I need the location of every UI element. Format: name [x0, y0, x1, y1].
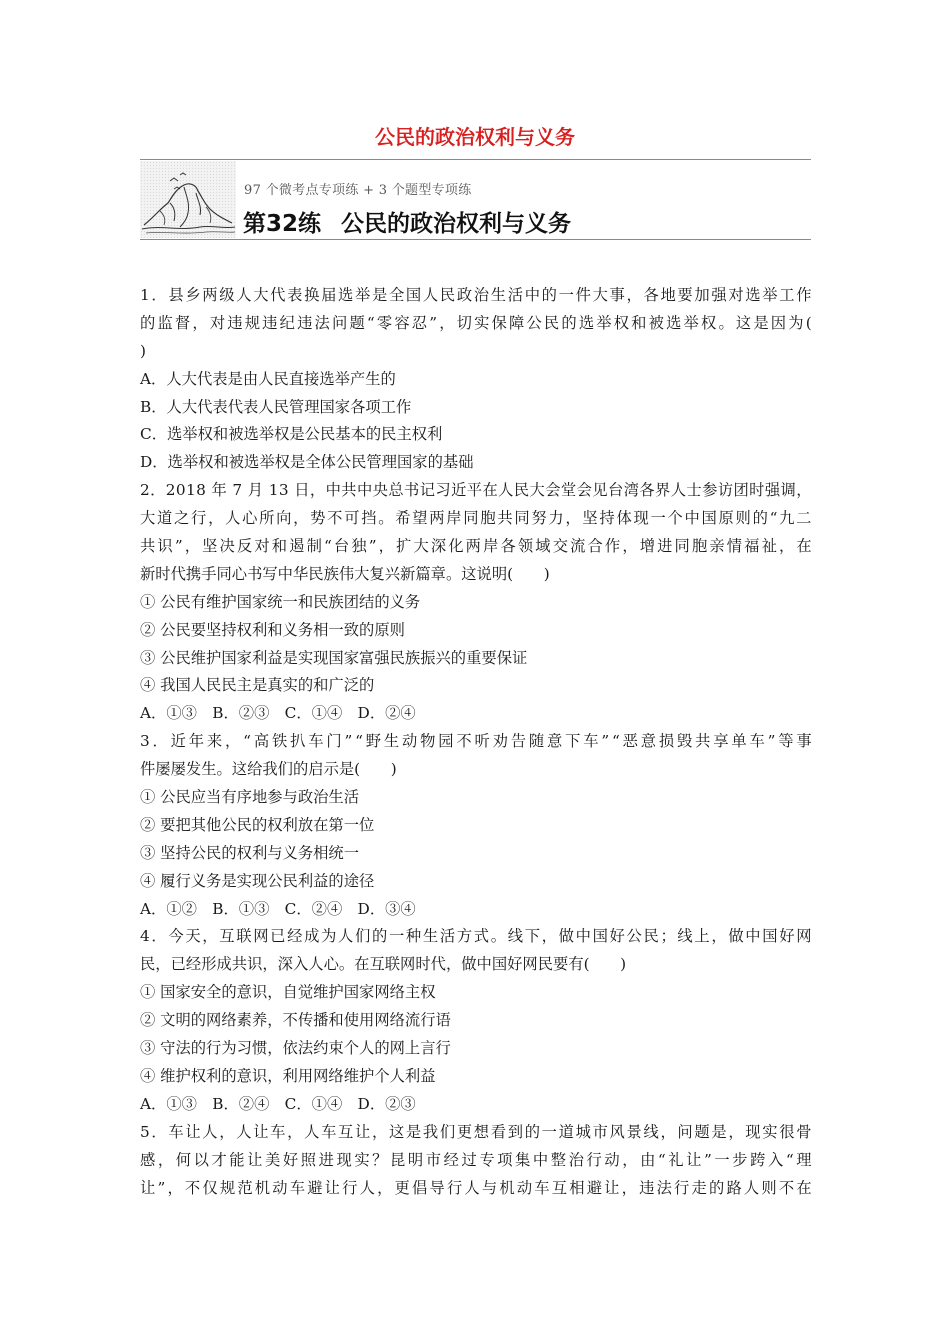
text-line: ③ 坚持公民的权利与义务相统一	[140, 843, 360, 862]
document-title: 公民的政治权利与义务	[375, 125, 575, 149]
text-line: 新时代携手同心书写中华民族伟大复兴新篇章。这说明( )	[140, 564, 550, 583]
text-line: 让 ” ， 不 仅 规 范 机 动 车 避 让 行 人 ， 更 倡 导 行 人 与 机 动 车 互 相 避 让 ， 违 法 行 走 的 路 人 则 不 在	[140, 1178, 812, 1197]
text-line: 感 ， 何 以 才 能 让 美 好 照 进 现 实 ？ 昆 明 市 经 过 专 项 集 中 整 治 行 动 ， 由 “ 礼 让 ” 一 步 跨 入 “ 理	[140, 1150, 812, 1169]
text-line: 大 道 之 行 ， 人 心 所 向 ， 势 不 可 挡 。 希 望 两 岸 同 胞 共 同 努 力 ， 坚 持 体 现 一 个 中 国 原 则 的 “ 九 二	[140, 509, 812, 528]
text-line: 2 ． 2 0 1 8 年 7 月 1 3 日 ， 中 共 中 央 总 书 记 习 近 平 在 人 民 大 会 堂 会 见 台 湾 各 界 人 士 参 访 团 时 强 调 ，	[140, 481, 812, 500]
banner-subtitle: 97 个微考点专项练 + 3 个题型专项练	[244, 183, 472, 198]
text-line: ④ 我国人民民主是真实的和广泛的	[140, 676, 375, 695]
text-line: 共 识 ” ， 坚 决 反 对 和 遏 制 “ 台 独 ” ， 扩 大 深 化 两 岸 各 领 域 交 流 合 作 ， 增 进 同 胞 亲 情 福 祉 ， 在	[140, 537, 812, 556]
question-body	[140, 282, 812, 1202]
mountain-landscape-icon	[140, 163, 236, 237]
text-line: ① 国家安全的意识，自觉维护国家网络主权	[140, 983, 436, 1002]
banner-top-rule	[140, 159, 811, 160]
text-line: 4 ． 今 天 ， 互 联 网 已 经 成 为 人 们 的 一 种 生 活 方 式 。 线 下 ， 做 中 国 好 公 民 ； 线 上 ， 做 中 国 好 网	[140, 927, 812, 946]
text-line: 民，已经形成共识，深入人心。在互联网时代，做中国好网民要有( )	[140, 955, 627, 974]
text-line: ② 要把其他公民的权利放在第一位	[140, 815, 375, 834]
banner-bottom-rule	[140, 239, 811, 240]
text-line: A．①② B．①③ C．②④ D．③④	[140, 899, 416, 918]
text-line: )	[140, 341, 146, 360]
exercise-number: 第32练	[243, 211, 322, 237]
text-line: B．人大代表代表人民管理国家各项工作	[140, 397, 412, 416]
text-line: A．①③ B．②④ C．①④ D．②③	[140, 1094, 416, 1113]
text-line: ② 文明的网络素养，不传播和使用网络流行语	[140, 1011, 451, 1030]
text-line: ③ 守法的行为习惯，依法约束个人的网上言行	[140, 1039, 451, 1058]
text-line: ① 公民有维护国家统一和民族团结的义务	[140, 592, 421, 611]
text-line: D．选举权和被选举权是全体公民管理国家的基础	[140, 453, 474, 472]
text-line: 的 监 督 ， 对 违 规 违 纪 违 法 问 题 “ 零 容 忍 ” ， 切 实 保 障 公 民 的 选 举 权 和 被 选 举 权 。 这 是 因 为 (	[140, 313, 812, 332]
text-line: ② 公民要坚持权利和义务相一致的原则	[140, 620, 405, 639]
text-line: 件屡屡发生。这给我们的启示是( )	[140, 760, 397, 779]
text-line: A．①③ B．②③ C．①④ D．②④	[140, 704, 416, 723]
text-line: ④ 履行义务是实现公民利益的途径	[140, 871, 375, 890]
text-line: A．人大代表是由人民直接选举产生的	[140, 369, 396, 388]
text-line: ③ 公民维护国家利益是实现国家富强民族振兴的重要保证	[140, 648, 528, 667]
text-line: C．选举权和被选举权是公民基本的民主权利	[140, 425, 443, 444]
exercise-heading	[243, 205, 571, 238]
text-line: 5 ． 车 让 人 ， 人 让 车 ， 人 车 互 让 ， 这 是 我 们 更 想 看 到 的 一 道 城 市 风 景 线 ， 问 题 是 ， 现 实 很 骨	[140, 1122, 812, 1141]
text-line: ① 公民应当有序地参与政治生活	[140, 788, 360, 807]
text-line: 1 ． 县 乡 两 级 人 大 代 表 换 届 选 举 是 全 国 人 民 政 治 生 活 中 的 一 件 大 事 ， 各 地 要 加 强 对 选 举 工 作	[140, 286, 812, 304]
exercise-topic: 公民的政治权利与义务	[341, 211, 572, 237]
text-line: 3 ． 近 年 来 ， “ 高 铁 扒 车 门 ” “ 野 生 动 物 园 不 听 劝 告 随 意 下 车 ” “ 恶 意 损 毁 共 享 单 车 ” 等 事	[140, 732, 812, 751]
text-line: ④ 维护权利的意识，利用网络维护个人利益	[140, 1066, 436, 1085]
